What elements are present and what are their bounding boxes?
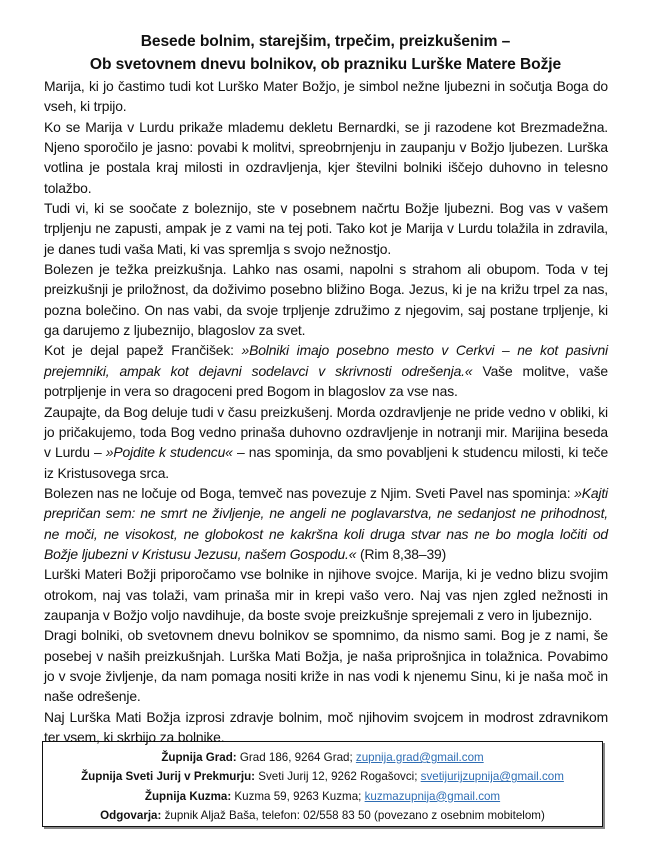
bible-reference: (Rim 8,38–39) — [356, 545, 447, 562]
contact-label: Župnija Kuzma: — [144, 789, 232, 803]
title-line-2: Ob svetovnem dnevu bolnikov, ob prazniku Lurške Matere Božje — [89, 56, 562, 73]
email-link-grad[interactable]: zupnija.grad@gmail.com — [355, 751, 484, 764]
contact-label: Župnija Grad: — [161, 751, 237, 764]
contact-phone-info: župnik Aljaž Baša, telefon: 02/558 83 50 (povezano z osebnim mobitelom) — [161, 808, 545, 822]
contact-address: Kuzma 59, 9263 Kuzma; — [231, 789, 365, 803]
paragraph-9: Dragi bolniki, ob svetovnem dnevu bolnikov se spomnimo, da nismo sami. Bog je z nami, še posebej v naših preizkušnjah. Lurška Mati Božja, je naša priprošnjica in tolažnica. Povabimo jo v svoje življenje, da nam pomaga nositi križe in nas vodi k njenemu Sinu, ki je naša moč in naše odrešenje. — [44, 627, 608, 705]
paragraph-7-paul-quote — [44, 483, 608, 564]
paragraph-text: – nas spominja, da smo povabljeni k studencu milosti, ki teče iz Kristusovega srca. — [44, 444, 609, 481]
paragraph-1: Marija, ki jo častimo tudi kot Lurško Mater Božjo, je simbol nežne ljubezni in sočutja Boga do vseh, ki trpijo. — [44, 78, 608, 115]
paragraph-5-pope-quote — [44, 340, 608, 401]
paragraph-2: Ko se Marija v Lurdu prikaže mlademu dekletu Bernardki, se ji razodene kot Brezmadežna. Njeno sporočilo je jasno: povabi k molitvi, spreobrnjenju in zaupanju v Božjo ljubezen. Lurška votlina je postala kraj milosti in ozdravljenja, kjer številni bolniki iščejo duhovno in telesno tolažbo. — [44, 118, 608, 196]
quote-text: »Kajti prepričan sem: ne smrt ne življenje, ne angeli ne poglavarstva, ne sedanjost ne prihodnost, ne moči, ne visokost, ne globokost ne kakršna koli druga stvar nas ne bo mogla ločiti od Božje ljubezni v Kristusu Jezusu, našem Gospodu.« — [44, 484, 608, 562]
paragraph-text: Kot je dejal papež Frančišek: — [44, 342, 242, 359]
email-link-kuzma[interactable]: kuzmazupnija@gmail.com — [364, 789, 501, 803]
paragraph-text: Bolezen nas ne ločuje od Boga, temveč nas povezuje z Njim. Sveti Pavel nas spominja: — [44, 484, 575, 501]
quote-text: »Bolniki imajo posebno mesto v Cerkvi – ne kot pasivni prejemniki, ampak kot dejavni sodelavci v skrivnosti odrešenja.« — [44, 342, 608, 379]
document-title — [0, 30, 651, 76]
contact-line-kuzma — [43, 787, 602, 806]
paragraph-6-lourdes-quote — [44, 402, 608, 483]
title-line-1: Besede bolnim, starejšim, trpečim, preizkušenim – — [140, 33, 511, 50]
paragraph-8: Lurški Materi Božji priporočamo vse bolnike in njihove svojce. Marija, ki je vedno blizu svojim otrokom, naj vas tolaži, vam prinaša mir in krepi vašo vero. Naj vas njen zgled nežnosti in zaupanja v Božjo voljo navdihuje, da boste svoje preizkušnje sprejemali z vero in ljubeznijo. — [44, 566, 608, 623]
contact-label: Župnija Sveti Jurij v Prekmurju: — [81, 770, 256, 784]
contact-line-grad — [43, 748, 602, 767]
article-body — [44, 76, 608, 747]
paragraph-3: Tudi vi, ki se soočate z boleznijo, ste v posebnem načrtu Božje ljubezni. Bog vas v vašem trpljenju ne zapusti, ampak je z vami na tej poti. Tako kot je Marija v Lurdu tolažila in zdravila, je danes tudi vaša Mati, ki vas spremlja s svojo nežnostjo. — [44, 200, 608, 257]
contact-line-responsible — [43, 806, 602, 825]
contact-label: Odgovarja: — [100, 808, 162, 822]
paragraph-4: Bolezen je težka preizkušnja. Lahko nas osami, napolni s strahom ali obupom. Toda v tej preizkušnji je priložnost, da doživimo posebno bližino Boga. Jezus, ki je na križu trpel za nas, pozna bolečino. On nas vabi, da svoje trpljenje združimo z njegovim, saj postane trpljenje, ki ga darujemo z ljubeznijo, blagoslov za svet. — [44, 261, 608, 339]
paragraph-10: Naj Lurška Mati Božja izprosi zdravje bolnim, moč njihovim svojcem in modrost zdravnikom ter vsem, ki skrbijo za bolnike. — [44, 708, 608, 745]
paragraph-text: Zaupajte, da Bog deluje tudi v času preizkušenj. Morda ozdravljenje ne pride vedno v obliki, ki jo pričakujemo, toda Bog vedno prinaša duhovno ozdravljenje in notranji mir. Marijina beseda v Lurdu – — [44, 403, 608, 461]
quote-text: »Pojdite k studencu« — [105, 444, 233, 461]
email-link-sveti-jurij[interactable]: svetijurijzupnija@gmail.com — [420, 770, 564, 784]
contact-box — [42, 741, 603, 827]
paragraph-text: Vaše molitve, vaše potrpljenje in vera so dragoceni pred Bogom in blagoslov za vse nas. — [44, 362, 608, 400]
contact-address: Grad 186, 9264 Grad; — [236, 751, 356, 764]
contact-line-sveti-jurij — [43, 767, 602, 786]
contact-address: Sveti Jurij 12, 9262 Rogašovci; — [255, 770, 421, 784]
